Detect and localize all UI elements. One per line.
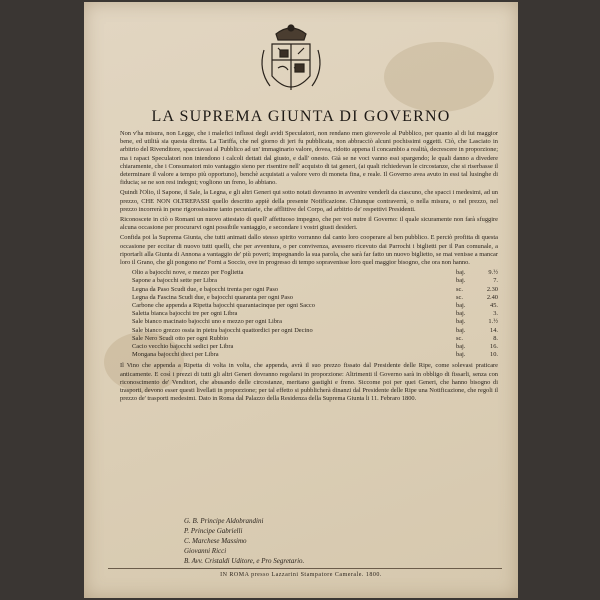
- price-row: [132, 294, 498, 302]
- price-unit: sc.: [456, 285, 463, 293]
- price-item: Sale Nero Scudi otto per ogni Rubbio: [132, 334, 229, 342]
- signer-name: P. Principe Gabrielli: [184, 527, 243, 535]
- signature-block: [184, 516, 304, 566]
- signer-name: G. B. Principe Aldobrandini: [184, 517, 264, 525]
- coat-of-arms-icon: [256, 20, 326, 104]
- price-row: [132, 277, 498, 285]
- price-unit: baj.: [456, 277, 466, 285]
- paragraph: Quindi l'Olio, il Sapone, il Sale, la Legna, e gli altri Generi qui sotto notati dovranno in avvenire venderli da ciascuno, che spacci i medesimi, ad un prezzo, CHE NON OLTREPASSI quello descritto appiè della presente Notificazione. Chiunque contraverrà, o nella misura, o nel prezzo, nel prezzo incorrerà in pene rigorosissime tanto pecuniarie, che afflittive del Corpo, ad arbitrio de' respettivi Presidenti.: [120, 189, 498, 213]
- signer-name: Giovanni Ricci: [184, 547, 227, 555]
- price-item: Olio a bajocchi nove, e mezzo per Foglietta: [132, 269, 244, 277]
- price-value: 10.: [490, 351, 498, 359]
- price-value: 2.30: [486, 285, 498, 293]
- price-row: [132, 327, 498, 335]
- price-item: Cacio vecchio bajocchi sedici per Libra: [132, 342, 234, 350]
- divider: [108, 568, 502, 569]
- price-row: [132, 286, 498, 294]
- price-item: Sapone a bajocchi sette per Libra: [132, 277, 217, 285]
- signer-name: B. Avv. Cristaldi Uditore, e Pro Segretario.: [184, 557, 305, 565]
- price-item: Carbone che appenda a Ripetta bajocchi quarantacinque per ogni Sacco: [132, 302, 315, 309]
- price-unit: baj.: [456, 310, 466, 318]
- price-row: [132, 269, 498, 277]
- document-sheet: [84, 2, 518, 598]
- document-body: [120, 130, 498, 405]
- price-value: 1.½: [488, 318, 498, 326]
- price-unit: baj.: [456, 326, 466, 334]
- price-unit: sc.: [456, 334, 463, 342]
- price-row: [132, 318, 498, 326]
- printer-imprint: IN ROMA presso Lazzarini Stampatore Camerale. 1800.: [220, 572, 382, 578]
- price-value: 9.½: [488, 269, 498, 277]
- price-row: [132, 302, 498, 310]
- price-value: 14.: [490, 326, 498, 334]
- price-item: Sale bianco grezzo ossia in pietra bajocchi quattordici per ogni Decino: [132, 326, 313, 334]
- price-value: 3.: [493, 310, 498, 318]
- price-row: [132, 351, 498, 359]
- price-unit: baj.: [456, 269, 466, 277]
- price-row: [132, 310, 498, 318]
- paper-stain: [384, 42, 494, 112]
- price-unit: baj.: [456, 342, 466, 350]
- price-item: Saletta bianca bajocchi tre per ogni Libra: [132, 310, 238, 318]
- paragraph: Riconoscete in ciò o Romani un nuovo attestato di quell' affettuoso impegno, che per voi nutre il Governo: il quale sicuramente non farà sfuggire alcuna occasione per procurarvi ogni possibile vantaggio, e secondare i vostri giusti desideri.: [120, 216, 498, 232]
- signer-name: C. Marchese Massimo: [184, 537, 247, 545]
- price-value: 16.: [490, 342, 498, 350]
- price-item: Mongana bajocchi dieci per Libra: [132, 351, 219, 359]
- price-item: Legna da Fascina Scudi due, e bajocchi quaranta per ogni Paso: [132, 293, 293, 301]
- price-list: [132, 269, 498, 359]
- price-unit: baj.: [456, 318, 466, 326]
- paragraph: Non v'ha misura, non Legge, che i malefici influssi degli avidi Speculatori, non rendano men giovevole al Pubblico, per quanto al di lui maggior bene, ed utilità sia questa diretta. La Tariffa, che nel giorno di jeri fu pubblicata, non abbracciò alcuni pochissimi oggetti. Ciò, che Lasciato in arbitrio del Rivenditore, spacciavasi al Pubblico ad un' immaginario valore, dovea, ridotto appena il concambio a realità, decrescere in proporzione; ma i rapaci Speculatori non intendono i calcoli dettati dal giusto, e dall' onesto. Già se ne voci vanno essi spargendo; le quali danno a divedere chiaramente, che i Consumatori mio vantaggio sieno per risentire nell' acquisto di tai generi, (ai quali richiedevan le circostanze, che si riserbasse il determinare il valore a tempo più opportuno), benchè acquistati a valore vero di moneta fina, e reale. Il Governo avea avuto in essi tal lusinghe di fiducia; se ne son resi indegni; vogliono un freno, lo abbiano.: [120, 130, 498, 187]
- price-value: 45.: [490, 302, 498, 309]
- price-item: Legna da Paso Scudi due, e bajocchi trenta per ogni Paso: [132, 285, 279, 293]
- price-row: [132, 343, 498, 351]
- price-unit: sc.: [456, 293, 463, 301]
- document-title: LA SUPREMA GIUNTA DI GOVERNO: [151, 108, 451, 125]
- price-value: 8.: [493, 334, 498, 342]
- price-value: 2.40: [486, 293, 498, 301]
- closing-paragraph: Il Vino che appenda a Ripetta di volta in volta, che appenda, avrà il suo prezzo fissato dal Presidente delle Ripe, come solevasi praticare anticamente. E così i prezzi di tutti gli altri Generi dovranno regolarsi in proporzione: Altrimenti il Governo sarà in obbligo di fissarli, senza con riconoscimento de' Venditori, che abusando delle circostanze, meritano gastighi e freno. Siccome poi per quei Generi, che hanno bisogno di trasporti, devono esser questi livellati in proporzione; per tal effetto si pubblicherà dinanzi dal Presidente delle Ripe una Notificazione, che regoli il prezzo de' trasporti medesimi. Dato in Roma dal Palazzo della Residenza della Suprema Giunta li 11. Febraro 1800.: [120, 362, 498, 403]
- price-unit: baj.: [456, 302, 466, 309]
- price-unit: baj.: [456, 351, 466, 359]
- price-value: 7.: [493, 277, 498, 285]
- price-row: [132, 335, 498, 343]
- paragraph: Confida poi la Suprema Giunta, che tutti animati dallo stesso spirito vorranno dal canto loro cooperare al ben pubblico. E perciò profitta di questa occasione per eccitar di nuovo tutti quelli, che per avventura, o per convivenza, avessero ricevuto dai Parrochi i biglietti per il Pan comunale, a riportarli alla Giunta di Annona a vantaggio de' più poveri; impegnando la sua parola, che sarà far fatto un nuovo biglietto, se mai venisse a mancar loro il Grano, che gli pongono ne' Forni a Soccio, ove in progresso di tempo sopravenisse loro quel maggior bisogno, che ora non hanno.: [120, 234, 498, 267]
- price-item: Sale bianco macinato bajocchi uno e mezzo per ogni Libra: [132, 318, 282, 326]
